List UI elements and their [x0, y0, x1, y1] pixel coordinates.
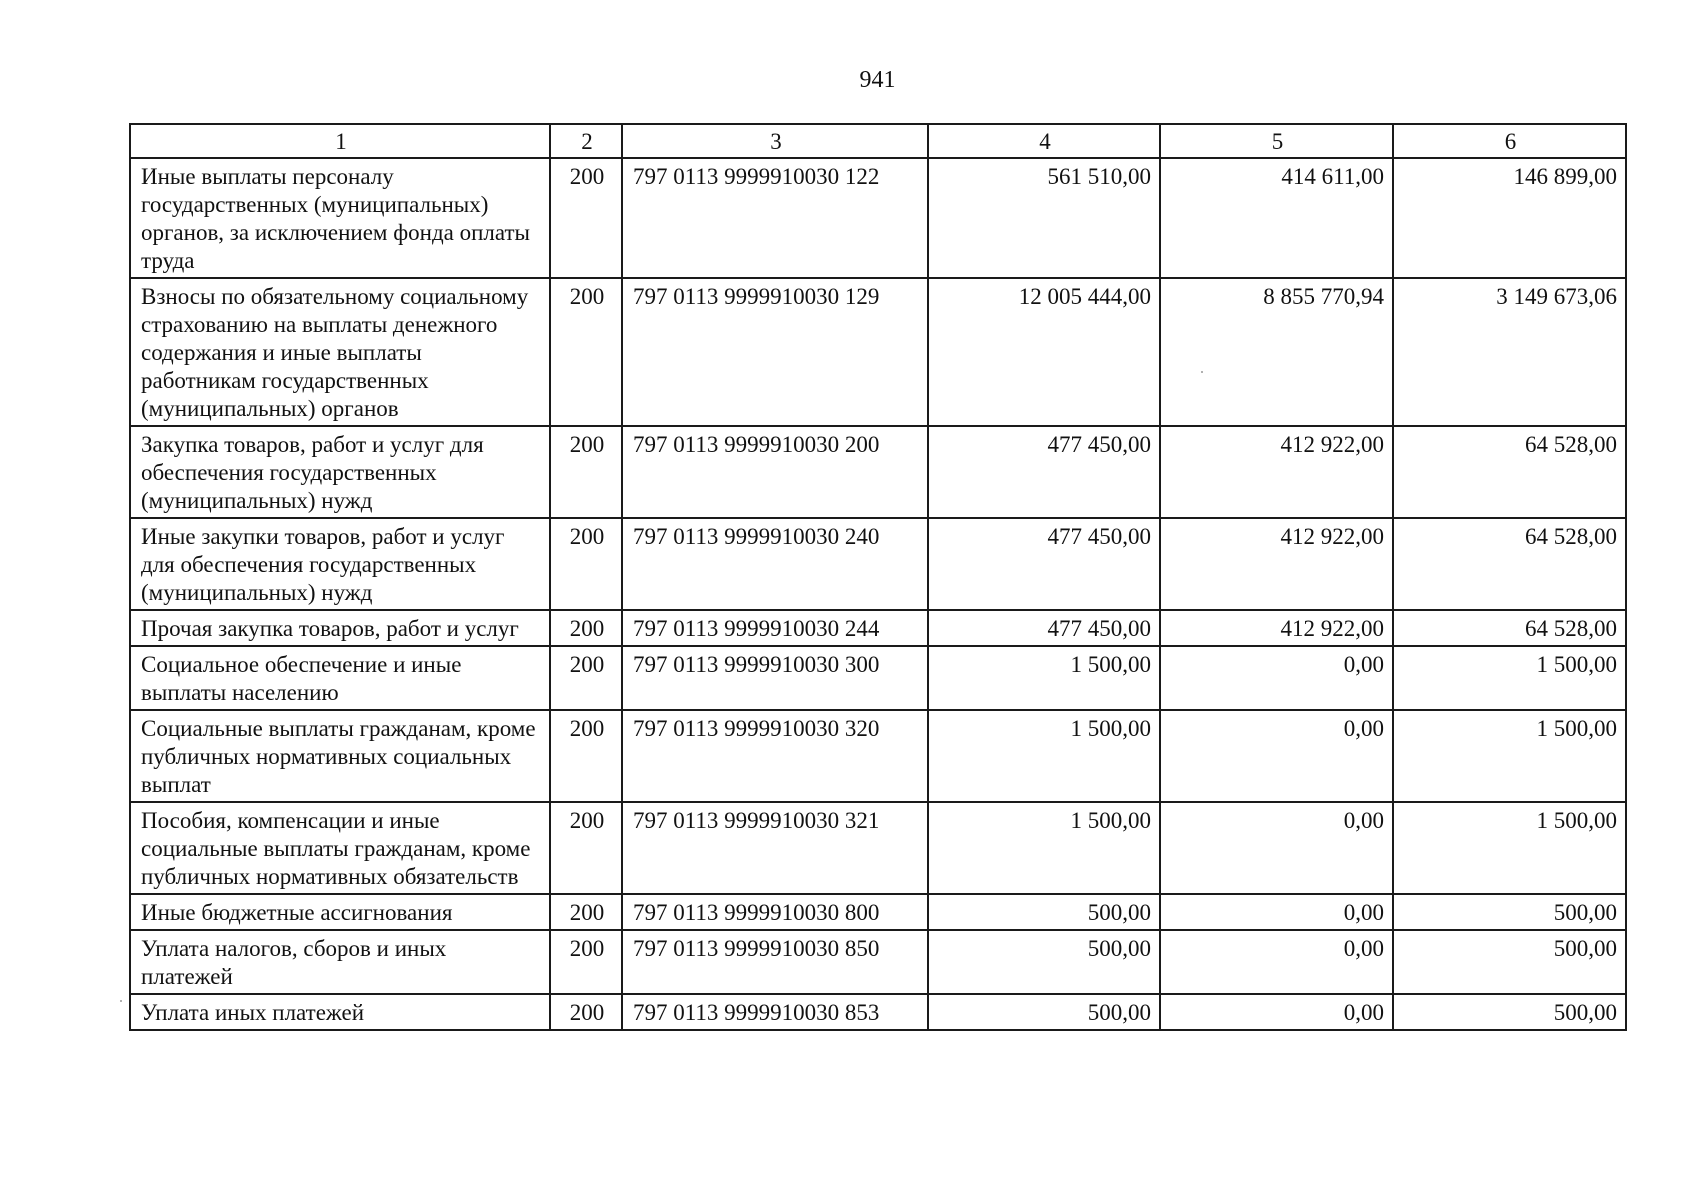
row-col6: 64 528,00 — [1393, 610, 1626, 646]
row-col6: 500,00 — [1393, 894, 1626, 930]
row-code: 200 — [550, 994, 622, 1030]
row-code: 200 — [550, 930, 622, 994]
row-kbk: 797 0113 9999910030 244 — [622, 610, 928, 646]
row-col4: 500,00 — [928, 930, 1160, 994]
row-col6: 1 500,00 — [1393, 646, 1626, 710]
row-kbk: 797 0113 9999910030 129 — [622, 278, 928, 426]
row-code: 200 — [550, 158, 622, 278]
header-col-3: 3 — [622, 124, 928, 158]
header-row — [130, 124, 1626, 158]
header-col-5: 5 — [1160, 124, 1393, 158]
row-name: Закупка товаров, работ и услуг для обеспечения государственных (муниципальных) нужд — [130, 426, 550, 518]
header-col-1: 1 — [130, 124, 550, 158]
row-kbk: 797 0113 9999910030 800 — [622, 894, 928, 930]
row-name: Иные закупки товаров, работ и услуг для обеспечения государственных (муниципальных) нужд — [130, 518, 550, 610]
row-col4: 1 500,00 — [928, 646, 1160, 710]
row-col6: 3 149 673,06 — [1393, 278, 1626, 426]
row-col5: 8 855 770,94 — [1160, 278, 1393, 426]
table-row — [130, 710, 1626, 802]
row-col4: 12 005 444,00 — [928, 278, 1160, 426]
row-col4: 500,00 — [928, 894, 1160, 930]
scan-speck — [1201, 371, 1203, 373]
row-name: Уплата иных платежей — [130, 994, 550, 1030]
table-header — [130, 124, 1626, 158]
row-col5: 414 611,00 — [1160, 158, 1393, 278]
row-col5: 412 922,00 — [1160, 426, 1393, 518]
row-col4: 561 510,00 — [928, 158, 1160, 278]
table-row — [130, 994, 1626, 1030]
row-col5: 0,00 — [1160, 994, 1393, 1030]
row-code: 200 — [550, 610, 622, 646]
row-code: 200 — [550, 646, 622, 710]
table-body — [130, 158, 1626, 1030]
table-row — [130, 802, 1626, 894]
row-col5: 0,00 — [1160, 710, 1393, 802]
row-kbk: 797 0113 9999910030 200 — [622, 426, 928, 518]
row-name: Иные бюджетные ассигнования — [130, 894, 550, 930]
row-kbk: 797 0113 9999910030 321 — [622, 802, 928, 894]
row-code: 200 — [550, 426, 622, 518]
budget-table — [129, 123, 1627, 1031]
row-code: 200 — [550, 278, 622, 426]
header-col-4: 4 — [928, 124, 1160, 158]
row-name: Прочая закупка товаров, работ и услуг — [130, 610, 550, 646]
row-col4: 477 450,00 — [928, 610, 1160, 646]
row-code: 200 — [550, 518, 622, 610]
row-col5: 412 922,00 — [1160, 610, 1393, 646]
row-col6: 1 500,00 — [1393, 710, 1626, 802]
row-col6: 64 528,00 — [1393, 426, 1626, 518]
row-col4: 500,00 — [928, 994, 1160, 1030]
row-code: 200 — [550, 710, 622, 802]
row-name: Взносы по обязательному социальному страхованию на выплаты денежного содержания и иные выплаты работникам государственных (муниципальных) органов — [130, 278, 550, 426]
row-col5: 0,00 — [1160, 930, 1393, 994]
row-code: 200 — [550, 894, 622, 930]
row-col5: 0,00 — [1160, 646, 1393, 710]
header-col-2: 2 — [550, 124, 622, 158]
row-col4: 1 500,00 — [928, 802, 1160, 894]
header-col-6: 6 — [1393, 124, 1626, 158]
table-row — [130, 930, 1626, 994]
row-col5: 0,00 — [1160, 894, 1393, 930]
row-kbk: 797 0113 9999910030 122 — [622, 158, 928, 278]
table-row — [130, 426, 1626, 518]
row-col6: 1 500,00 — [1393, 802, 1626, 894]
row-col4: 1 500,00 — [928, 710, 1160, 802]
row-col4: 477 450,00 — [928, 518, 1160, 610]
row-code: 200 — [550, 802, 622, 894]
row-col5: 412 922,00 — [1160, 518, 1393, 610]
page-number: 941 — [859, 67, 896, 93]
table-row — [130, 158, 1626, 278]
row-col6: 500,00 — [1393, 930, 1626, 994]
scan-speck — [120, 1000, 122, 1002]
table-row — [130, 610, 1626, 646]
row-name: Пособия, компенсации и иные социальные выплаты гражданам, кроме публичных нормативных обязательств — [130, 802, 550, 894]
row-col5: 0,00 — [1160, 802, 1393, 894]
table-row — [130, 278, 1626, 426]
row-kbk: 797 0113 9999910030 853 — [622, 994, 928, 1030]
row-kbk: 797 0113 9999910030 850 — [622, 930, 928, 994]
row-name: Социальное обеспечение и иные выплаты населению — [130, 646, 550, 710]
table-row — [130, 894, 1626, 930]
row-col6: 64 528,00 — [1393, 518, 1626, 610]
table-row — [130, 518, 1626, 610]
row-kbk: 797 0113 9999910030 240 — [622, 518, 928, 610]
row-kbk: 797 0113 9999910030 300 — [622, 646, 928, 710]
row-col4: 477 450,00 — [928, 426, 1160, 518]
row-col6: 500,00 — [1393, 994, 1626, 1030]
row-name: Социальные выплаты гражданам, кроме публичных нормативных социальных выплат — [130, 710, 550, 802]
table-row — [130, 646, 1626, 710]
row-col6: 146 899,00 — [1393, 158, 1626, 278]
row-kbk: 797 0113 9999910030 320 — [622, 710, 928, 802]
row-name: Иные выплаты персоналу государственных (муниципальных) органов, за исключением фонда оплаты труда — [130, 158, 550, 278]
row-name: Уплата налогов, сборов и иных платежей — [130, 930, 550, 994]
